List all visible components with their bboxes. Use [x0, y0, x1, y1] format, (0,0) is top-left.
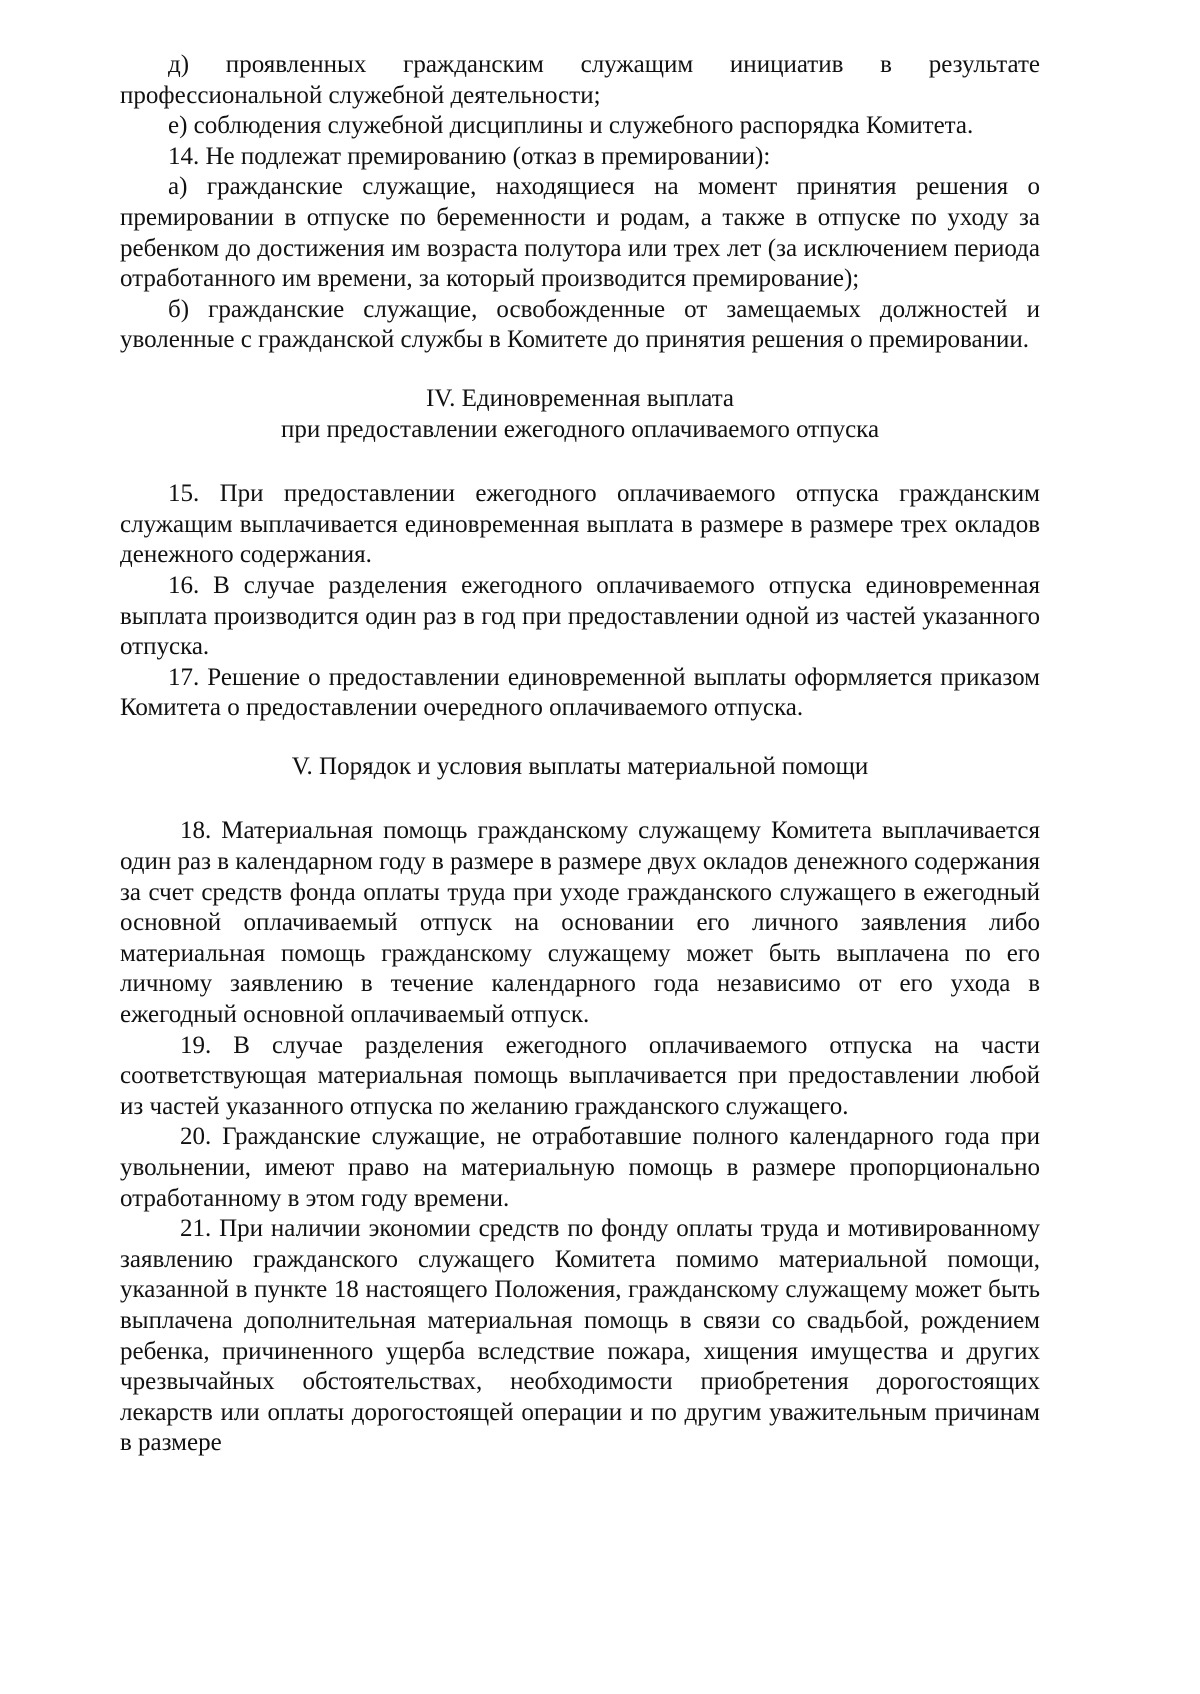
section-5-title: V. Порядок и условия выплаты материальной помощи — [291, 752, 869, 780]
paragraph-14b: б) гражданские служащие, освобожденные от замещаемых должностей и уволенные с гражданской службы в Комитете до принятия решения о премировании. — [120, 295, 1040, 354]
paragraph-13e: е) соблюдения служебной дисциплины и служебного распорядка Комитета. — [168, 112, 974, 140]
paragraph-21: 21. При наличии экономии средств по фонду оплаты труда и мотивированному заявлению гражданского служащего Комитета помимо материальной помощи, указанной в пункте 18 настоящего Положения, гражданскому служащему может быть выплачена дополнительная материальная помощь в связи со свадьбой, рождением ребенка, причиненного ущерба вследствие пожара, хищения имущества и других чрезвычайных обстоятельствах, необходимости приобретения дорогостоящих лекарств или оплаты дорогостоящей операции и по другим уважительным причинам в размере — [120, 1215, 1040, 1457]
section-4-title-line-2: при предоставлении ежегодного оплачиваемого отпуска — [280, 415, 880, 443]
paragraph-16: 16. В случае разделения ежегодного оплачиваемого отпуска единовременная выплата производится один раз в год при предоставлении одной из частей указанного отпуска. — [120, 571, 1040, 661]
paragraph-15: 15. При предоставлении ежегодного оплачиваемого отпуска гражданским служащим выплачивается единовременная выплата в размере в размере трех окладов денежного содержания. — [120, 480, 1040, 569]
paragraph-14a: а) гражданские служащие, находящиеся на момент принятия решения о премировании в отпуске по беременности и родам, а также в отпуске по уходу за ребенком до достижения им возраста полутора или трех лет (за исключением периода отработанного им времени, за который производится премирование); — [120, 173, 1040, 293]
document-page — [120, 50, 1040, 1459]
paragraph-14: 14. Не подлежат премированию (отказ в премировании): — [168, 142, 771, 170]
paragraph-20: 20. Гражданские служащие, не отработавшие полного календарного года при увольнении, имеют право на материальную помощь в размере пропорционально отработанному в этом году времени. — [120, 1123, 1040, 1212]
paragraph-17: 17. Решение о предоставлении единовременной выплаты оформляется приказом Комитета о предоставлении очередного оплачиваемого отпуска. — [120, 663, 1040, 722]
section-4-title-line-1: IV. Единовременная выплата — [425, 384, 735, 412]
paragraph-19: 19. В случае разделения ежегодного оплачиваемого отпуска на части соответствующая материальная помощь выплачивается при предоставлении любой из частей указанного отпуска по желанию гражданского служащего. — [120, 1031, 1040, 1120]
paragraph-18: 18. Материальная помощь гражданскому служащему Комитета выплачивается один раз в календарном году в размере в размере двух окладов денежного содержания за счет средств фонда оплаты труда при уходе гражданского служащего в ежегодный основной оплачиваемый отпуск на основании его личного заявления либо материальная помощь гражданскому служащему может быть выплачена по его личному заявлению в течение календарного года независимо от его ухода в ежегодный основной оплачиваемый отпуск. — [120, 817, 1040, 1029]
paragraph-13d: д) проявленных гражданским служащим инициатив в результате профессиональной служебной деятельности; — [120, 51, 1040, 109]
